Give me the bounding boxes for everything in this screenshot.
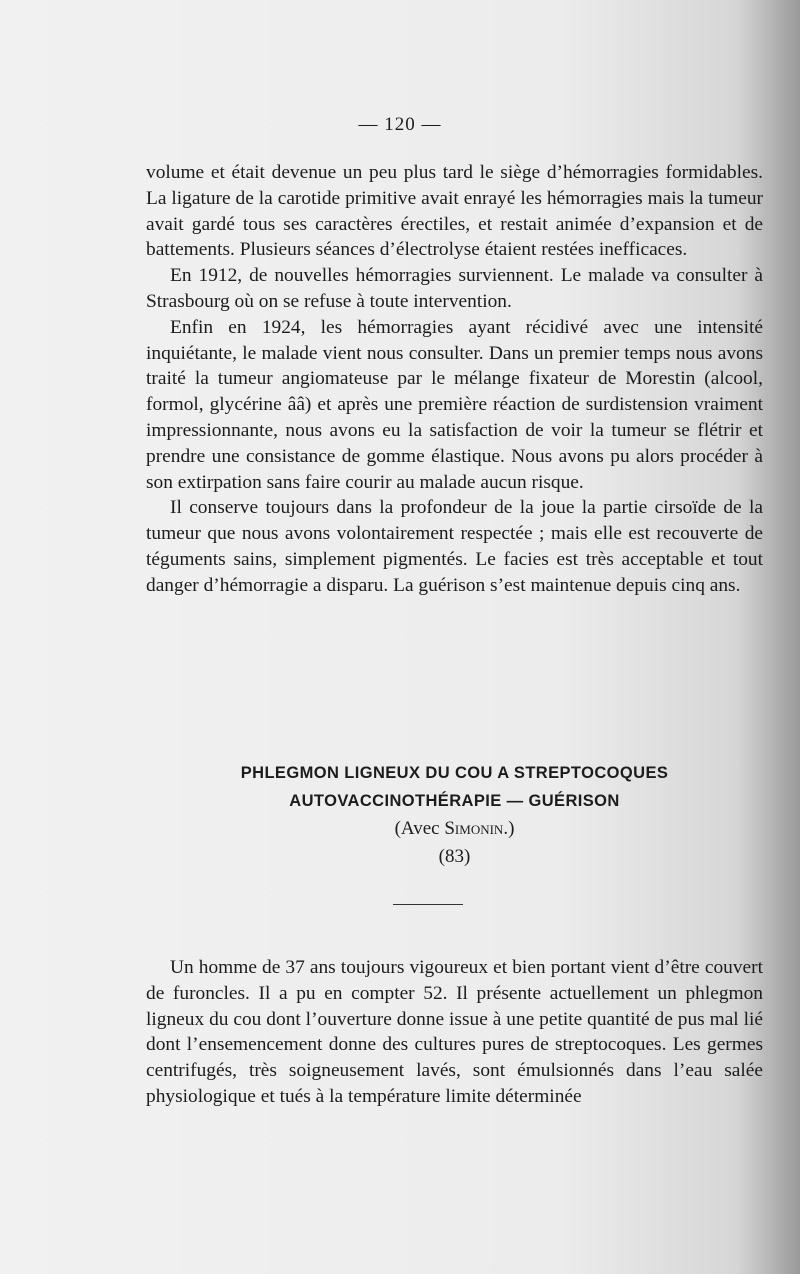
- paragraph: En 1912, de nouvelles hémorragies surviennent. Le malade va consulter à Strasbourg où on se refuse à toute intervention.: [146, 265, 763, 312]
- paragraph: volume et était devenue un peu plus tard le siège d’hémorragies formidables. La ligature de la carotide primitive avait enrayé les hémorragies mais la tumeur avait gardé tous ses caractères érectiles, et restait animée d’expansion et de battements. Plusieurs séances d’électrolyse étaient restées inefficaces.: [146, 162, 763, 261]
- reference-number: (83): [438, 846, 471, 867]
- paragraph: Il conserve toujours dans la profondeur de la joue la partie cirsoïde de la tumeur que nous avons volontairement respectée ; mais elle est recouverte de téguments sains, simplement pigmentés. Le facies est très acceptable et tout danger d’hémorragie a disparu. La guérison s’est maintenue depuis cinq ans.: [146, 497, 763, 596]
- coauthor-suffix: .): [503, 818, 515, 839]
- text-block-top: [146, 160, 763, 599]
- text-block-bottom: [146, 955, 763, 1110]
- coauthor-prefix: (Avec: [394, 818, 440, 839]
- paragraph: Enfin en 1924, les hémorragies ayant récidivé avec une intensité inquiétante, le malade vient nous consulter. Dans un premier temps nous avons traité la tumeur angiomateuse par le mélange fixateur de Morestin (alcool, formol, glycérine ââ) et après une première réaction de surdistension vraiment impressionnante, nous avons eu la satisfaction de voir la tumeur se flétrir et prendre une consistance de gomme élastique. Nous avons pu alors procéder à son extirpation sans faire courir au malade aucun risque.: [146, 316, 763, 493]
- coauthor-name: Simonin: [444, 818, 504, 839]
- coauthor-line: [146, 818, 763, 840]
- divider: [393, 904, 463, 905]
- page-number-header: — 120 —: [358, 114, 442, 135]
- section-title-line-2: AUTOVACCINOTHÉRAPIE — GUÉRISON: [289, 792, 620, 810]
- section-title-line-1: PHLEGMON LIGNEUX DU COU A STREPTOCOQUES: [240, 764, 669, 782]
- paragraph: Un homme de 37 ans toujours vigoureux et bien portant vient d’être couvert de furoncles. Il a pu en compter 52. Il présente actuellement un phlegmon ligneux du cou dont l’ouverture donne issue à une petite quantité de pus mal lié dont l’ensemencement donne des cultures pures de streptocoques. Les germes centrifugés, très soigneusement lavés, sont émulsionnés dans l’eau salée physiologique et tués à la température limite déterminée: [146, 957, 763, 1107]
